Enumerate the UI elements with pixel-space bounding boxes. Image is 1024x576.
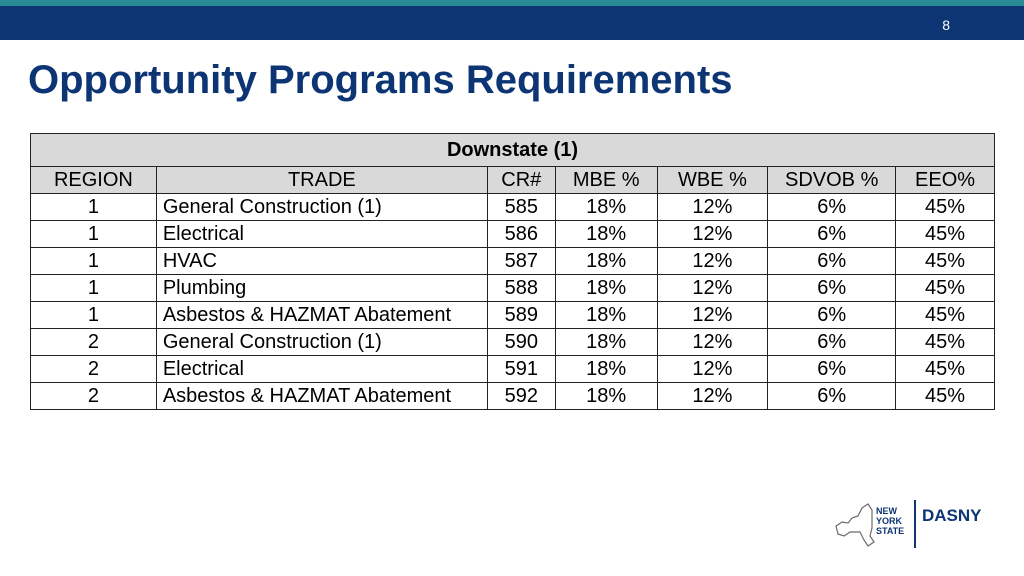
cell-trade: General Construction (1) (156, 329, 487, 356)
requirements-table (30, 133, 995, 410)
cell-sdvob: 6% (768, 383, 896, 410)
column-header-eeo: EEO% (896, 167, 995, 194)
cell-trade: Electrical (156, 221, 487, 248)
cell-cr: 592 (487, 383, 555, 410)
cell-eeo: 45% (896, 329, 995, 356)
column-header-mbe: MBE % (555, 167, 657, 194)
cell-wbe: 12% (657, 302, 768, 329)
cell-region: 1 (31, 194, 157, 221)
cell-sdvob: 6% (768, 329, 896, 356)
cell-eeo: 45% (896, 248, 995, 275)
cell-mbe: 18% (555, 194, 657, 221)
table-row (31, 302, 995, 329)
cell-wbe: 12% (657, 275, 768, 302)
new-york-state-map-icon (834, 502, 876, 550)
cell-eeo: 45% (896, 356, 995, 383)
cell-sdvob: 6% (768, 275, 896, 302)
cell-eeo: 45% (896, 302, 995, 329)
cell-region: 2 (31, 383, 157, 410)
dasny-wordmark: DASNY (922, 506, 982, 525)
cell-trade: Asbestos & HAZMAT Abatement (156, 383, 487, 410)
cell-mbe: 18% (555, 221, 657, 248)
cell-cr: 586 (487, 221, 555, 248)
cell-region: 1 (31, 248, 157, 275)
cell-region: 1 (31, 302, 157, 329)
header-bar (0, 6, 1024, 40)
cell-cr: 590 (487, 329, 555, 356)
column-header-trade: TRADE (156, 167, 487, 194)
cell-cr: 585 (487, 194, 555, 221)
cell-wbe: 12% (657, 221, 768, 248)
page-title: Opportunity Programs Requirements (28, 58, 733, 102)
logo-divider (914, 500, 916, 548)
cell-eeo: 45% (896, 221, 995, 248)
column-header-sdvob: SDVOB % (768, 167, 896, 194)
cell-wbe: 12% (657, 356, 768, 383)
nys-wordmark: NEW YORK STATE (876, 506, 905, 536)
table-group-header: Downstate (1) (31, 134, 995, 167)
column-header-cr: CR# (487, 167, 555, 194)
cell-wbe: 12% (657, 194, 768, 221)
dasny-logo (834, 500, 994, 552)
cell-region: 1 (31, 275, 157, 302)
table-row (31, 248, 995, 275)
cell-trade: General Construction (1) (156, 194, 487, 221)
cell-region: 1 (31, 221, 157, 248)
table-row (31, 383, 995, 410)
cell-trade: Electrical (156, 356, 487, 383)
table-row (31, 194, 995, 221)
cell-trade: Asbestos & HAZMAT Abatement (156, 302, 487, 329)
cell-mbe: 18% (555, 275, 657, 302)
cell-sdvob: 6% (768, 221, 896, 248)
cell-mbe: 18% (555, 302, 657, 329)
cell-sdvob: 6% (768, 302, 896, 329)
table-row (31, 221, 995, 248)
cell-mbe: 18% (555, 248, 657, 275)
cell-cr: 591 (487, 356, 555, 383)
cell-region: 2 (31, 356, 157, 383)
column-header-region: REGION (31, 167, 157, 194)
cell-eeo: 45% (896, 275, 995, 302)
cell-region: 2 (31, 329, 157, 356)
table-row (31, 275, 995, 302)
cell-mbe: 18% (555, 329, 657, 356)
cell-cr: 589 (487, 302, 555, 329)
cell-sdvob: 6% (768, 194, 896, 221)
cell-sdvob: 6% (768, 356, 896, 383)
column-header-wbe: WBE % (657, 167, 768, 194)
cell-cr: 588 (487, 275, 555, 302)
cell-wbe: 12% (657, 248, 768, 275)
cell-eeo: 45% (896, 383, 995, 410)
cell-trade: Plumbing (156, 275, 487, 302)
cell-wbe: 12% (657, 329, 768, 356)
cell-mbe: 18% (555, 356, 657, 383)
cell-sdvob: 6% (768, 248, 896, 275)
table-row (31, 329, 995, 356)
cell-eeo: 45% (896, 194, 995, 221)
cell-wbe: 12% (657, 383, 768, 410)
table-row (31, 356, 995, 383)
cell-trade: HVAC (156, 248, 487, 275)
page-number: 8 (942, 17, 950, 33)
cell-mbe: 18% (555, 383, 657, 410)
cell-cr: 587 (487, 248, 555, 275)
